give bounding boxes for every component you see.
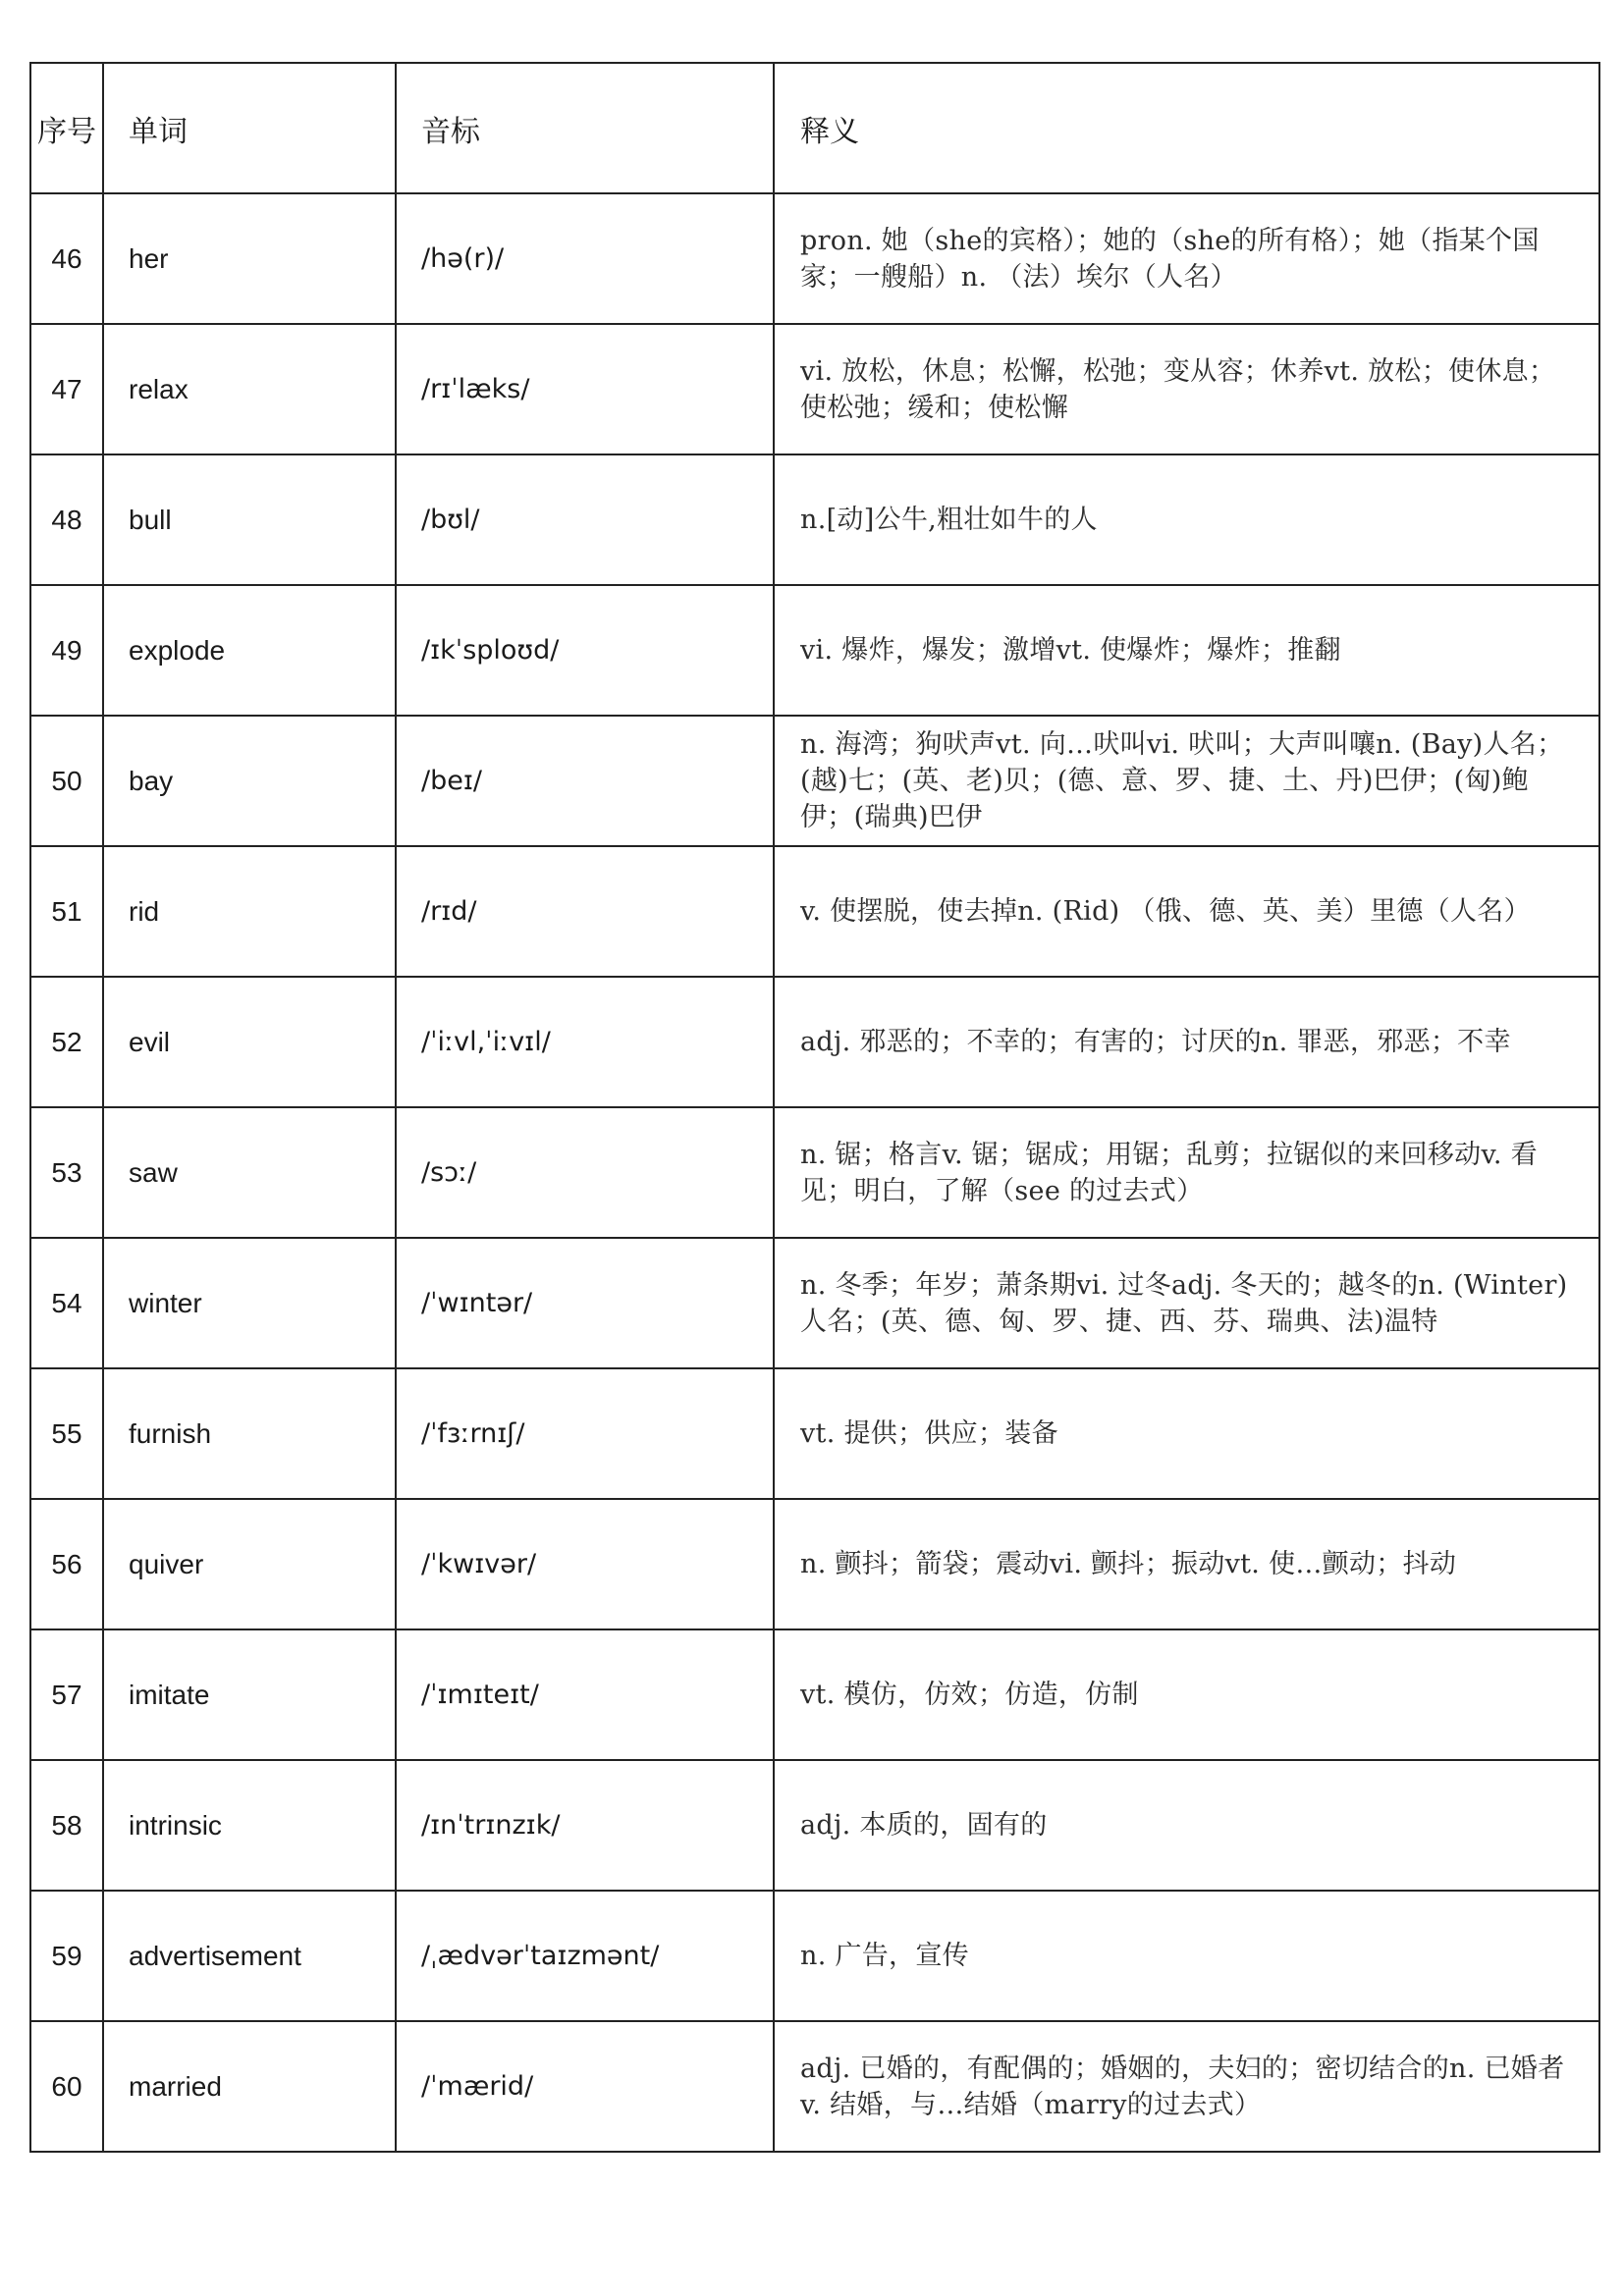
table-row [30, 1499, 1599, 1629]
cell-definition: vi. 放松，休息；松懈，松弛；变从容；休养vt. 放松；使休息；使松弛；缓和；使松懈 [774, 324, 1599, 454]
cell-phonetic: /sɔː/ [396, 1107, 774, 1238]
cell-definition: adj. 本质的，固有的 [774, 1760, 1599, 1891]
cell-word: relax [103, 324, 396, 454]
cell-number: 53 [30, 1107, 103, 1238]
cell-word: winter [103, 1238, 396, 1368]
header-phonetic: 音标 [396, 63, 774, 193]
table-row [30, 324, 1599, 454]
table-row [30, 1107, 1599, 1238]
table-row [30, 1238, 1599, 1368]
cell-number: 49 [30, 585, 103, 716]
cell-phonetic: /ɪkˈsploʊd/ [396, 585, 774, 716]
cell-definition: n. 锯；格言v. 锯；锯成；用锯；乱剪；拉锯似的来回移动v. 看见；明白，了解（see 的过去式） [774, 1107, 1599, 1238]
cell-number: 50 [30, 716, 103, 846]
cell-word: evil [103, 977, 396, 1107]
cell-number: 46 [30, 193, 103, 324]
cell-word: imitate [103, 1629, 396, 1760]
cell-word: her [103, 193, 396, 324]
header-word: 单词 [103, 63, 396, 193]
cell-number: 57 [30, 1629, 103, 1760]
header-number: 序号 [30, 63, 103, 193]
cell-number: 58 [30, 1760, 103, 1891]
table-row [30, 1891, 1599, 2021]
cell-definition: n. 海湾；狗吠声vt. 向…吠叫vi. 吠叫；大声叫嚷n. (Bay)人名；(越)七；(英、老)贝；(德、意、罗、捷、土、丹)巴伊；(匈)鲍伊；(瑞典)巴伊 [774, 716, 1599, 846]
cell-word: bay [103, 716, 396, 846]
cell-definition: n. 广告，宣传 [774, 1891, 1599, 2021]
cell-number: 60 [30, 2021, 103, 2152]
cell-definition: adj. 已婚的，有配偶的；婚姻的，夫妇的；密切结合的n. 已婚者v. 结婚，与…结婚（marry的过去式） [774, 2021, 1599, 2152]
cell-definition: n.[动]公牛,粗壮如牛的人 [774, 454, 1599, 585]
cell-definition: vt. 模仿，仿效；仿造，仿制 [774, 1629, 1599, 1760]
cell-word: saw [103, 1107, 396, 1238]
cell-number: 54 [30, 1238, 103, 1368]
cell-phonetic: /ˈiːvl,ˈiːvɪl/ [396, 977, 774, 1107]
cell-definition: pron. 她（she的宾格）；她的（she的所有格）；她（指某个国家；一艘船）n. （法）埃尔（人名） [774, 193, 1599, 324]
table-row [30, 454, 1599, 585]
table-row [30, 2021, 1599, 2152]
cell-phonetic: /ɪnˈtrɪnzɪk/ [396, 1760, 774, 1891]
cell-word: advertisement [103, 1891, 396, 2021]
cell-phonetic: /ˈwɪntər/ [396, 1238, 774, 1368]
cell-number: 48 [30, 454, 103, 585]
cell-phonetic: /hə(r)/ [396, 193, 774, 324]
cell-word: rid [103, 846, 396, 977]
table-header [30, 63, 1599, 193]
cell-definition: vi. 爆炸，爆发；激增vt. 使爆炸；爆炸；推翻 [774, 585, 1599, 716]
cell-phonetic: /bʊl/ [396, 454, 774, 585]
cell-definition: n. 颤抖；箭袋；震动vi. 颤抖；振动vt. 使…颤动；抖动 [774, 1499, 1599, 1629]
cell-word: explode [103, 585, 396, 716]
cell-definition: v. 使摆脱，使去掉n. (Rid) （俄、德、英、美）里德（人名） [774, 846, 1599, 977]
table-row [30, 1368, 1599, 1499]
cell-phonetic: /beɪ/ [396, 716, 774, 846]
table-row [30, 193, 1599, 324]
header-row [30, 63, 1599, 193]
cell-definition: adj. 邪恶的；不幸的；有害的；讨厌的n. 罪恶，邪恶；不幸 [774, 977, 1599, 1107]
table-row [30, 585, 1599, 716]
cell-number: 55 [30, 1368, 103, 1499]
cell-phonetic: /ˌædvərˈtaɪzmənt/ [396, 1891, 774, 2021]
header-definition: 释义 [774, 63, 1599, 193]
cell-phonetic: /ˈɪmɪteɪt/ [396, 1629, 774, 1760]
cell-phonetic: /ˈfɜːrnɪʃ/ [396, 1368, 774, 1499]
cell-number: 56 [30, 1499, 103, 1629]
table-row [30, 716, 1599, 846]
cell-definition: vt. 提供；供应；装备 [774, 1368, 1599, 1499]
cell-word: furnish [103, 1368, 396, 1499]
cell-definition: n. 冬季；年岁；萧条期vi. 过冬adj. 冬天的；越冬的n. (Winter)人名；(英、德、匈、罗、捷、西、芬、瑞典、法)温特 [774, 1238, 1599, 1368]
cell-word: bull [103, 454, 396, 585]
cell-word: married [103, 2021, 396, 2152]
table-row [30, 977, 1599, 1107]
table-row [30, 1629, 1599, 1760]
cell-number: 47 [30, 324, 103, 454]
table-row [30, 846, 1599, 977]
cell-number: 51 [30, 846, 103, 977]
table-row [30, 1760, 1599, 1891]
cell-word: quiver [103, 1499, 396, 1629]
cell-number: 59 [30, 1891, 103, 2021]
cell-phonetic: /ˈkwɪvər/ [396, 1499, 774, 1629]
cell-phonetic: /rɪˈlæks/ [396, 324, 774, 454]
vocabulary-table [29, 62, 1600, 2153]
cell-phonetic: /rɪd/ [396, 846, 774, 977]
cell-number: 52 [30, 977, 103, 1107]
table-body [30, 193, 1599, 2152]
cell-phonetic: /ˈmærid/ [396, 2021, 774, 2152]
cell-word: intrinsic [103, 1760, 396, 1891]
